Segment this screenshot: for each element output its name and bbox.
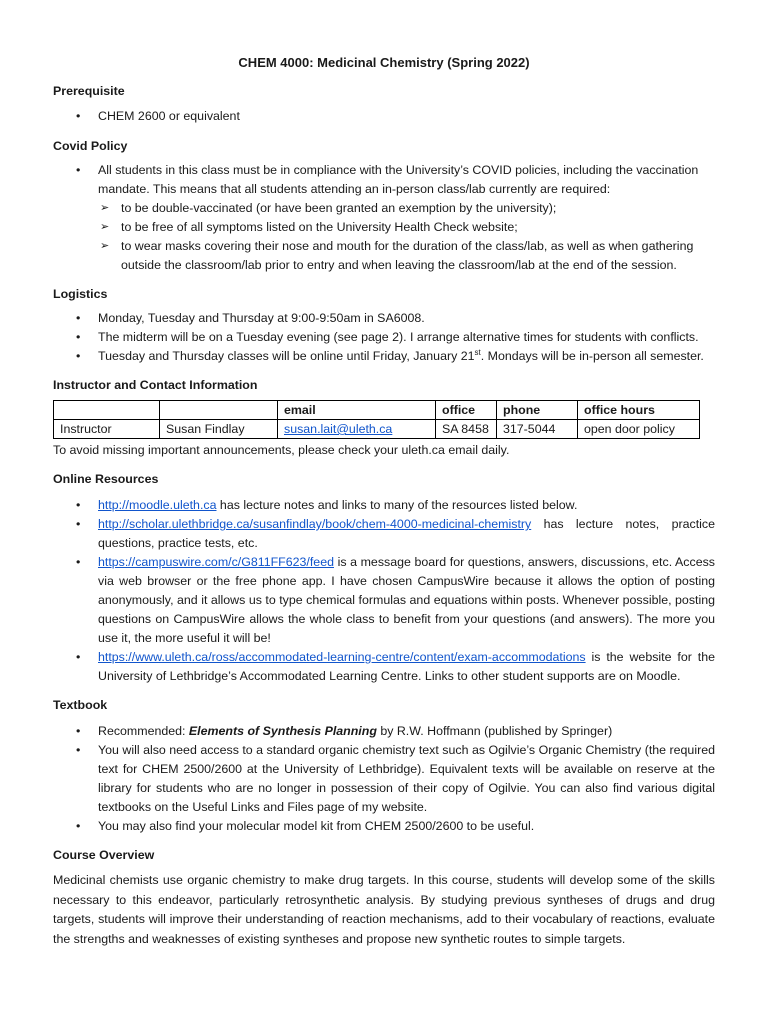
name-cell: Susan Findlay [160,420,278,439]
hours-cell: open door policy [578,420,700,439]
list-item: • You may also find your molecular model kit from CHEM 2500/2600 to be useful. [53,817,715,836]
table-header-cell: email [278,401,436,420]
office-cell: SA 8458 [436,420,497,439]
list-item [53,722,715,741]
textbook-title: Elements of Synthesis Planning [188,724,377,738]
list-item: • CHEM 2600 or equivalent [53,107,715,126]
resource-description: is a message board for questions, answers, discussions, etc. Access via web browser or the free phone app. I have chosen CampusWire because it allows the option of posting anonymously, and it allows us to type chemical formulas and equations within posts. Whenever possible, posting questions on CampusWire allows the whole class to benefit from your questions (and answers). The more you use it, the more useful it will be! [98,555,715,645]
list-item: • You will also need access to a standard organic chemistry text such as Ogilvie’s Organic Chemistry (the required text for CHEM 2500/2600 at the University of Lethbridge). Equivalent texts will be available on reserve at the library for students who are no longer in possession of their copy of Ogilvie. You can also find various digital textbooks on the Useful Links and Files page of my website. [53,741,715,817]
overview-paragraph: Medicinal chemists use organic chemistry to make drug targets. In this course, students will develop some of the skills necessary to this endeavor, particularly retrosynthetic analysis. By studying previous syntheses of drugs and drug targets, students will improve their understanding of reaction mechanisms, add to their vocabulary of reactions, evaluate the strengths and weaknesses of existing syntheses and propose new synthetic routes to simple targets. [53,873,715,946]
list-item: ➢ to be free of all symptoms listed on the University Health Check website; [98,218,715,237]
covid-requirements [98,199,715,275]
list-item: • Monday, Tuesday and Thursday at 9:00-9:50am in SA6008. [53,309,715,328]
covid-heading: Covid Policy [53,139,128,153]
online-list [53,496,715,686]
resource-description: has lecture notes, practice questions, practice tests, etc. [98,517,715,550]
prerequisite-list [53,107,715,126]
table-row [54,420,700,439]
list-item [53,347,715,366]
table-header-cell: office [436,401,497,420]
table-header-cell: office hours [578,401,700,420]
table-header-cell: phone [497,401,578,420]
textbook-author: by R.W. Hoffmann (published by Springer) [376,724,613,738]
email-note: To avoid missing important announcements, please check your uleth.ca email daily. [53,443,510,457]
covid-intro: All students in this class must be in compliance with the University’s COVID policies, including the vaccination mandate. This means that all students attending an in-person class/lab currently are required: [98,163,699,196]
table-header-cell [160,401,278,420]
covid-list [53,161,715,275]
campuswire-link[interactable]: https://campuswire.com/c/G811FF623/feed [98,555,334,569]
moodle-link[interactable]: http://moodle.uleth.ca [98,498,217,512]
logistics-list [53,309,715,366]
overview-heading: Course Overview [53,848,155,862]
resource-description: is the website for the University of Lethbridge’s Accommodated Learning Centre. Links to other student supports are on Moodle. [98,650,715,683]
textbook-list [53,722,715,836]
textbook-prefix: Recommended: [98,724,189,738]
list-item: ➢ to wear masks covering their nose and mouth for the duration of the class/lab, as well as when gathering outside the classroom/lab prior to entry and when leaving the classroom/lab at the end of the session. [98,237,715,275]
table-header-row [54,401,700,420]
logistics-heading: Logistics [53,287,108,301]
accommodations-link[interactable]: https://www.uleth.ca/ross/accommodated-learning-centre/content/exam-accommodations [98,650,586,664]
list-item: • The midterm will be on a Tuesday evening (see page 2). I arrange alternative times for students with conflicts. [53,328,715,347]
list-item [53,553,715,648]
list-item: ➢ to be double-vaccinated (or have been granted an exemption by the university); [98,199,715,218]
ordinal-suffix: st [474,347,481,357]
contact-table [53,400,700,439]
email-cell [278,420,436,439]
table-header-cell [54,401,160,420]
logistics-item3-text: Tuesday and Thursday classes will be online until Friday, January 21 [98,349,475,363]
logistics-item3-tail: . Mondays will be in-person all semester. [480,349,704,363]
list-item [53,648,715,686]
online-heading: Online Resources [53,472,159,486]
prerequisite-heading: Prerequisite [53,84,125,98]
email-link[interactable]: susan.lait@uleth.ca [284,422,393,436]
document-title: CHEM 4000: Medicinal Chemistry (Spring 2022) [238,55,530,70]
list-item [53,515,715,553]
role-cell: Instructor [54,420,160,439]
phone-cell: 317-5044 [497,420,578,439]
scholar-link[interactable]: http://scholar.ulethbridge.ca/susanfindlay/book/chem-4000-medicinal-chemistry [98,517,532,531]
list-item [53,161,715,275]
resource-description: has lecture notes and links to many of the resources listed below. [216,498,578,512]
instructor-heading: Instructor and Contact Information [53,378,258,392]
list-item [53,496,715,515]
document-page [53,55,715,949]
textbook-heading: Textbook [53,698,108,712]
